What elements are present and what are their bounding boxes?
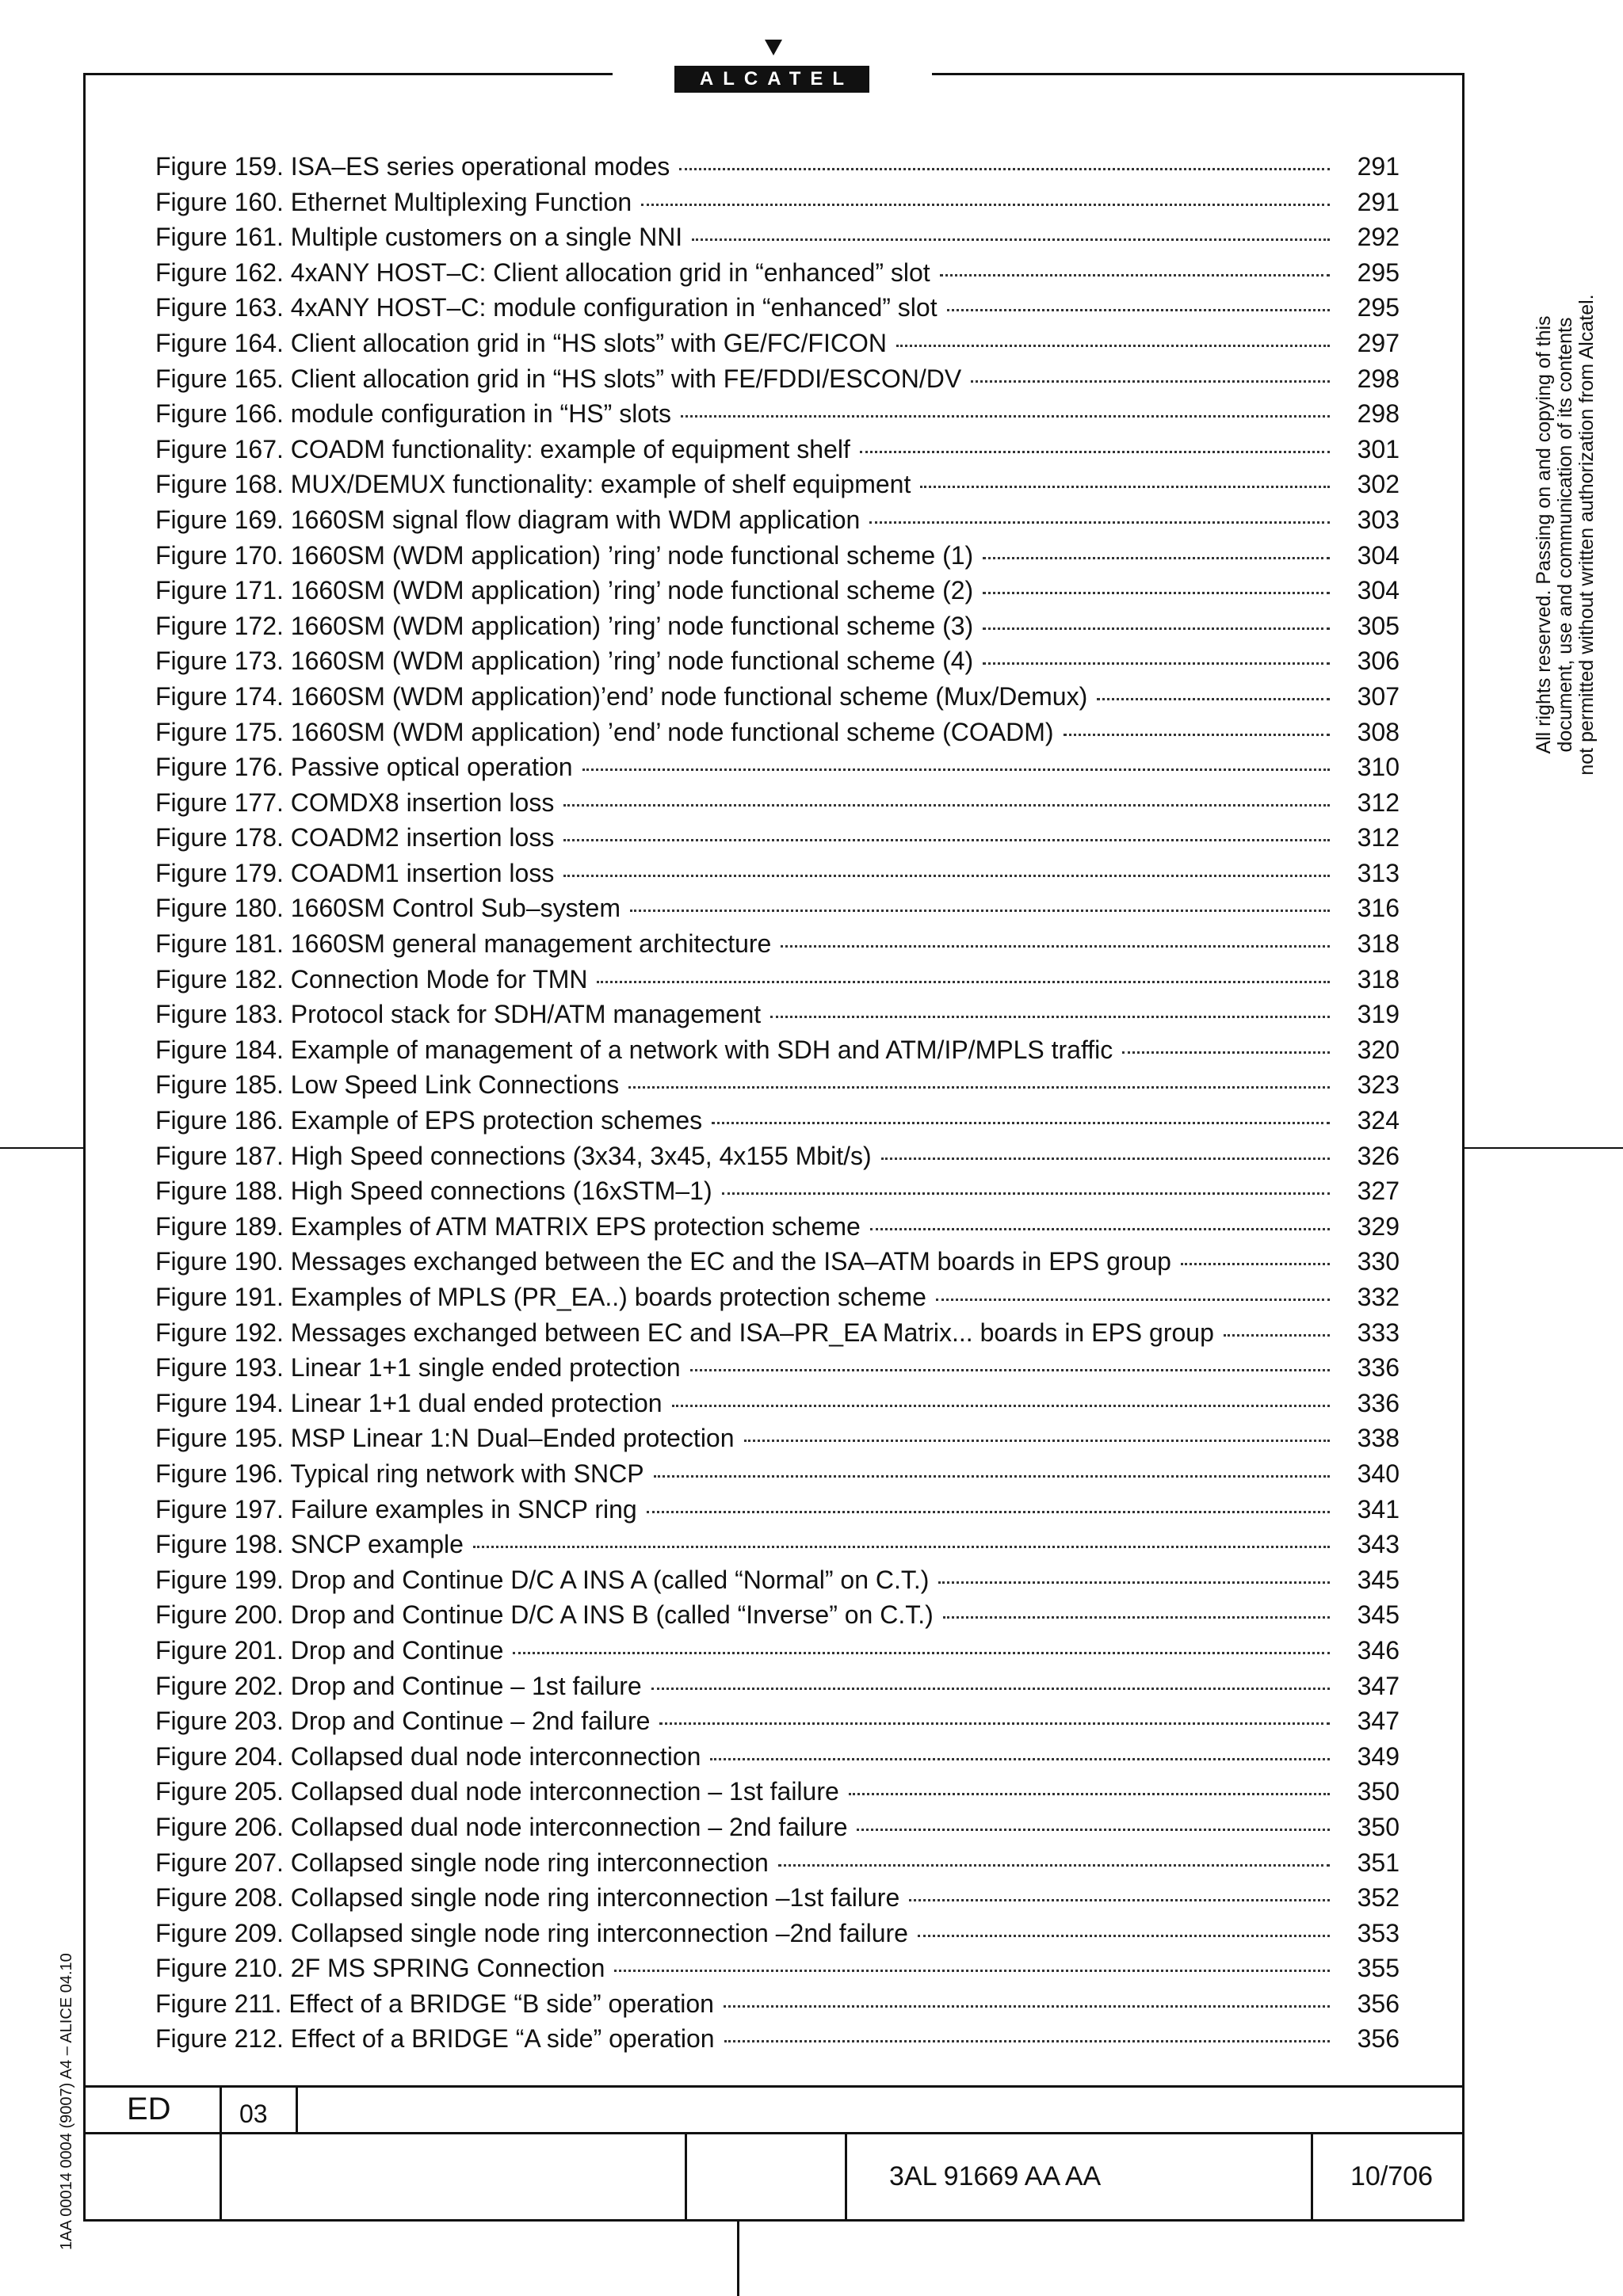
- copyright-notice: [1533, 273, 1598, 796]
- figure-title: Figure 163. 4xANY HOST–C: module configuration in “enhanced” slot: [155, 293, 938, 322]
- figure-title: Figure 168. MUX/DEMUX functionality: example of shelf equipment: [155, 470, 911, 499]
- leader-dots: [849, 1793, 1330, 1795]
- figure-title: Figure 161. Multiple customers on a single NNI: [155, 223, 683, 252]
- figure-page-number: 312: [1357, 823, 1400, 852]
- figure-title: Figure 174. 1660SM (WDM application)’end’ node functional scheme (Mux/Demux): [155, 681, 1088, 711]
- figure-title: Figure 179. COADM1 insertion loss: [155, 858, 555, 887]
- figure-title: Figure 162. 4xANY HOST–C: Client allocation grid in “enhanced” slot: [155, 257, 930, 287]
- figure-list-item: [155, 1280, 1400, 1315]
- figure-list-item: [155, 820, 1400, 856]
- leader-dots: [869, 521, 1330, 524]
- figure-title: Figure 203. Drop and Continue – 2nd failure: [155, 1707, 651, 1736]
- figure-page-number: 341: [1357, 1494, 1400, 1524]
- figure-list-item: [155, 715, 1400, 750]
- leader-dots: [722, 1192, 1330, 1195]
- figure-page-number: 306: [1357, 646, 1400, 676]
- frame-top-left: [83, 73, 613, 75]
- leader-dots: [654, 1475, 1330, 1478]
- document-number: 3AL 91669 AA AA: [889, 2161, 1102, 2191]
- figure-list-item: [155, 1527, 1400, 1562]
- leader-dots: [781, 945, 1330, 948]
- figure-page-number: 312: [1357, 788, 1400, 817]
- leader-dots: [651, 1688, 1330, 1690]
- leader-dots: [710, 1758, 1330, 1760]
- figure-page-number: 302: [1357, 470, 1400, 499]
- figure-list-item: [155, 785, 1400, 821]
- leader-dots: [909, 1899, 1330, 1901]
- figure-title: Figure 208. Collapsed single node ring interconnection –1st failure: [155, 1883, 900, 1913]
- figure-list-item: [155, 926, 1400, 962]
- figure-list-item: [155, 1739, 1400, 1775]
- frame-left: [83, 73, 86, 2222]
- leader-dots: [628, 1086, 1330, 1089]
- figure-title: Figure 170. 1660SM (WDM application) ’ring’ node functional scheme (1): [155, 540, 974, 570]
- figure-page-number: 350: [1357, 1812, 1400, 1841]
- leader-dots: [681, 415, 1330, 418]
- figure-page-number: 319: [1357, 1000, 1400, 1029]
- figure-list-item: [155, 1032, 1400, 1068]
- figure-title: Figure 209. Collapsed single node ring interconnection –2nd failure: [155, 1918, 908, 1947]
- figure-title: Figure 205. Collapsed dual node interconnection – 1st failure: [155, 1777, 839, 1806]
- figure-list-item: [155, 361, 1400, 397]
- figure-title: Figure 159. ISA–ES series operational modes: [155, 152, 670, 181]
- figure-title: Figure 183. Protocol stack for SDH/ATM management: [155, 1000, 762, 1029]
- figure-list-item: [155, 502, 1400, 538]
- figure-title: Figure 184. Example of management of a network with SDH and ATM/IP/MPLS traffic: [155, 1035, 1113, 1064]
- frame-top-right: [932, 73, 1465, 75]
- logo-triangle-icon: [765, 40, 782, 55]
- leader-dots: [983, 662, 1330, 665]
- figure-title: Figure 169. 1660SM signal flow diagram with WDM application: [155, 505, 861, 534]
- figure-page-number: 307: [1357, 681, 1400, 711]
- figure-page-number: 320: [1357, 1035, 1400, 1064]
- figure-list-item: [155, 1421, 1400, 1456]
- figure-title: Figure 193. Linear 1+1 single ended protection: [155, 1353, 681, 1383]
- leader-dots: [938, 1581, 1330, 1584]
- figure-list-item: [155, 997, 1400, 1032]
- figure-page-number: 347: [1357, 1707, 1400, 1736]
- leader-dots: [943, 1616, 1330, 1619]
- figure-page-number: 298: [1357, 399, 1400, 429]
- footer-mid-line: [83, 2132, 1465, 2134]
- leader-dots: [918, 1935, 1330, 1937]
- figure-page-number: 340: [1357, 1459, 1400, 1488]
- leader-dots: [690, 1369, 1330, 1371]
- leader-dots: [647, 1511, 1330, 1513]
- footer-divider-5: [1311, 2132, 1313, 2220]
- figure-page-number: 355: [1357, 1954, 1400, 1983]
- figure-list-item: [155, 891, 1400, 926]
- leader-dots: [563, 875, 1330, 877]
- leader-dots: [881, 1158, 1330, 1160]
- leader-dots: [936, 1299, 1330, 1301]
- leader-dots: [724, 2040, 1330, 2042]
- figure-title: Figure 175. 1660SM (WDM application) ’end’ node functional scheme (COADM): [155, 717, 1054, 746]
- figure-title: Figure 194. Linear 1+1 dual ended protection: [155, 1388, 663, 1417]
- leader-dots: [870, 1228, 1330, 1230]
- figure-page-number: 301: [1357, 434, 1400, 463]
- figure-list-item: [155, 1386, 1400, 1421]
- leader-dots: [563, 839, 1330, 841]
- figure-list-item: [155, 1562, 1400, 1598]
- figure-list-item: [155, 679, 1400, 715]
- figure-list-item: [155, 1103, 1400, 1138]
- figure-page-number: 330: [1357, 1247, 1400, 1276]
- figure-page-number: 347: [1357, 1671, 1400, 1700]
- figure-title: Figure 210. 2F MS SPRING Connection: [155, 1954, 605, 1983]
- frame-bottom: [83, 2219, 1465, 2222]
- leader-dots: [857, 1829, 1330, 1831]
- figure-title: Figure 176. Passive optical operation: [155, 753, 573, 782]
- figure-page-number: 327: [1357, 1177, 1400, 1206]
- leader-dots: [712, 1122, 1330, 1124]
- leader-dots: [1097, 698, 1330, 700]
- figure-list-item: [155, 608, 1400, 644]
- figure-page-number: 353: [1357, 1918, 1400, 1947]
- figure-page-number: 323: [1357, 1070, 1400, 1100]
- footer-divider-2: [296, 2085, 298, 2133]
- figure-list-item: [155, 1597, 1400, 1633]
- figure-title: Figure 160. Ethernet Multiplexing Function: [155, 187, 632, 216]
- edition-label: ED: [127, 2092, 171, 2126]
- figure-list-item: [155, 1951, 1400, 1986]
- figure-title: Figure 196. Typical ring network with SNCP: [155, 1459, 644, 1488]
- figure-title: Figure 173. 1660SM (WDM application) ’ring’ node functional scheme (4): [155, 646, 974, 676]
- figure-page-number: 304: [1357, 576, 1400, 605]
- leader-dots: [947, 309, 1330, 311]
- figure-title: Figure 165. Client allocation grid in “HS slots” with FE/FDDI/ESCON/DV: [155, 364, 962, 393]
- figure-page-number: 295: [1357, 293, 1400, 322]
- figure-list-item: [155, 856, 1400, 891]
- figure-page-number: 346: [1357, 1635, 1400, 1665]
- figure-list-item: [155, 1209, 1400, 1245]
- figure-page-number: 343: [1357, 1530, 1400, 1559]
- figure-list-item: [155, 2021, 1400, 2057]
- leader-dots: [513, 1652, 1330, 1654]
- figure-page-number: 324: [1357, 1106, 1400, 1135]
- notice-line-3: not permitted without written authorization from Alcatel.: [1575, 294, 1598, 776]
- footer-divider-3: [685, 2132, 687, 2220]
- figure-page-number: 292: [1357, 223, 1400, 252]
- leader-dots: [744, 1440, 1330, 1442]
- figure-list-item: [155, 219, 1400, 255]
- page-number: 10/706: [1350, 2161, 1433, 2191]
- figure-page-number: 351: [1357, 1848, 1400, 1877]
- notice-line-1: All rights reserved. Passing on and copying of this: [1533, 315, 1555, 754]
- figure-list-item: [155, 1774, 1400, 1810]
- figure-title: Figure 164. Client allocation grid in “HS slots” with GE/FC/FICON: [155, 328, 887, 357]
- leader-dots: [1122, 1051, 1330, 1054]
- figure-list-item: [155, 255, 1400, 291]
- figure-title: Figure 167. COADM functionality: example of equipment shelf: [155, 434, 850, 463]
- figure-list-item: [155, 1456, 1400, 1492]
- figure-page-number: 338: [1357, 1424, 1400, 1453]
- figure-page-number: 316: [1357, 894, 1400, 923]
- leader-dots: [920, 486, 1330, 488]
- leader-dots: [630, 910, 1330, 912]
- leader-dots: [1064, 734, 1330, 736]
- figure-title: Figure 186. Example of EPS protection schemes: [155, 1106, 703, 1135]
- figure-page-number: 291: [1357, 187, 1400, 216]
- figure-page-number: 352: [1357, 1883, 1400, 1913]
- left-side-mark: [0, 1147, 83, 1149]
- bottom-center-mark: [737, 2222, 739, 2296]
- figure-list-item: [155, 643, 1400, 679]
- figure-page-number: 329: [1357, 1211, 1400, 1241]
- footer-divider-1: [220, 2085, 222, 2220]
- figure-list-item: [155, 1703, 1400, 1739]
- footer-top-line: [83, 2085, 1465, 2088]
- figure-page-number: 298: [1357, 364, 1400, 393]
- figure-list-item: [155, 1492, 1400, 1527]
- figure-page-number: 303: [1357, 505, 1400, 534]
- figure-page-number: 349: [1357, 1741, 1400, 1771]
- figure-list-item: [155, 1173, 1400, 1209]
- figure-title: Figure 171. 1660SM (WDM application) ’ring’ node functional scheme (2): [155, 576, 974, 605]
- figure-title: Figure 180. 1660SM Control Sub–system: [155, 894, 621, 923]
- edition-value: 03: [239, 2100, 268, 2128]
- figure-page-number: 310: [1357, 753, 1400, 782]
- figure-list-item: [155, 1633, 1400, 1669]
- leader-dots: [641, 204, 1330, 206]
- figure-page-number: 332: [1357, 1283, 1400, 1311]
- figure-list-item: [155, 1315, 1400, 1351]
- figure-title: Figure 197. Failure examples in SNCP ring: [155, 1494, 637, 1524]
- figure-list-item: [155, 396, 1400, 432]
- figure-title: Figure 182. Connection Mode for TMN: [155, 964, 588, 994]
- figure-title: Figure 201. Drop and Continue: [155, 1635, 504, 1665]
- figure-page-number: 350: [1357, 1777, 1400, 1806]
- figure-page-number: 318: [1357, 964, 1400, 994]
- document-code: 1AA 00014 0004 (9007) A4 – ALICE 04.10: [58, 1953, 75, 2250]
- figure-title: Figure 177. COMDX8 insertion loss: [155, 788, 555, 817]
- leader-dots: [896, 345, 1330, 347]
- figure-title: Figure 200. Drop and Continue D/C A INS B (called “Inverse” on C.T.): [155, 1600, 934, 1630]
- figure-page-number: 305: [1357, 611, 1400, 640]
- figure-title: Figure 198. SNCP example: [155, 1530, 464, 1559]
- figure-title: Figure 202. Drop and Continue – 1st failure: [155, 1671, 642, 1700]
- leader-dots: [692, 238, 1330, 241]
- figure-page-number: 345: [1357, 1600, 1400, 1630]
- figure-list-item: [155, 1845, 1400, 1881]
- figure-page-number: 304: [1357, 540, 1400, 570]
- figure-list-item: [155, 149, 1400, 185]
- figure-title: Figure 206. Collapsed dual node interconnection – 2nd failure: [155, 1812, 848, 1841]
- figure-page-number: 313: [1357, 858, 1400, 887]
- figure-list-item: [155, 1916, 1400, 1951]
- leader-dots: [983, 557, 1330, 559]
- footer-divider-4: [845, 2132, 847, 2220]
- figure-title: Figure 178. COADM2 insertion loss: [155, 823, 555, 852]
- leader-dots: [860, 451, 1330, 453]
- figure-page-number: 291: [1357, 152, 1400, 181]
- figure-page-number: 356: [1357, 1989, 1400, 2018]
- leader-dots: [679, 168, 1330, 170]
- figure-title: Figure 195. MSP Linear 1:N Dual–Ended protection: [155, 1424, 735, 1453]
- alcatel-logo: ALCATEL: [674, 66, 869, 93]
- figure-page-number: 333: [1357, 1318, 1400, 1347]
- figure-title: Figure 212. Effect of a BRIDGE “A side” operation: [155, 2024, 715, 2054]
- figure-list-item: [155, 326, 1400, 361]
- figure-title: Figure 191. Examples of MPLS (PR_EA..) boards protection scheme: [155, 1283, 926, 1311]
- figure-list-item: [155, 1880, 1400, 1916]
- figure-title: Figure 185. Low Speed Link Connections: [155, 1070, 620, 1100]
- leader-dots: [1224, 1334, 1330, 1337]
- figure-list-item: [155, 1138, 1400, 1174]
- figure-list-item: [155, 1669, 1400, 1704]
- leader-dots: [563, 804, 1330, 807]
- figure-list-item: [155, 1067, 1400, 1103]
- figure-page-number: 356: [1357, 2024, 1400, 2054]
- figure-list: [155, 149, 1400, 2057]
- figure-page-number: 326: [1357, 1141, 1400, 1170]
- figure-title: Figure 192. Messages exchanged between EC and ISA–PR_EA Matrix... boards in EPS group: [155, 1318, 1214, 1347]
- figure-title: Figure 189. Examples of ATM MATRIX EPS protection scheme: [155, 1211, 861, 1241]
- figure-page-number: 336: [1357, 1388, 1400, 1417]
- figure-page-number: 318: [1357, 929, 1400, 959]
- figure-list-item: [155, 467, 1400, 502]
- figure-list-item: [155, 432, 1400, 467]
- figure-list-item: [155, 290, 1400, 326]
- right-side-mark: [1465, 1147, 1623, 1149]
- figure-page-number: 295: [1357, 257, 1400, 287]
- figure-list-item: [155, 749, 1400, 785]
- leader-dots: [1181, 1263, 1330, 1265]
- figure-list-item: [155, 573, 1400, 608]
- figure-title: Figure 172. 1660SM (WDM application) ’ring’ node functional scheme (3): [155, 611, 974, 640]
- figure-title: Figure 199. Drop and Continue D/C A INS A (called “Normal” on C.T.): [155, 1565, 930, 1594]
- figure-list-item: [155, 538, 1400, 574]
- figure-title: Figure 204. Collapsed dual node interconnection: [155, 1741, 701, 1771]
- leader-dots: [983, 627, 1330, 630]
- leader-dots: [614, 1970, 1330, 1972]
- figure-list-item: [155, 1350, 1400, 1386]
- notice-line-2: document, use and communication of its contents: [1554, 317, 1576, 753]
- leader-dots: [983, 592, 1330, 594]
- leader-dots: [597, 981, 1330, 983]
- figure-page-number: 308: [1357, 717, 1400, 746]
- figure-list-item: [155, 962, 1400, 997]
- figure-title: Figure 211. Effect of a BRIDGE “B side” operation: [155, 1989, 714, 2018]
- figure-title: Figure 190. Messages exchanged between the EC and the ISA–ATM boards in EPS group: [155, 1247, 1171, 1276]
- figure-list-item: [155, 1810, 1400, 1845]
- figure-page-number: 336: [1357, 1353, 1400, 1383]
- leader-dots: [672, 1405, 1330, 1407]
- figure-title: Figure 188. High Speed connections (16xSTM–1): [155, 1177, 712, 1206]
- leader-dots: [940, 274, 1330, 277]
- leader-dots: [778, 1864, 1330, 1867]
- leader-dots: [582, 769, 1330, 771]
- figure-title: Figure 181. 1660SM general management architecture: [155, 929, 772, 959]
- figure-list-item: [155, 1986, 1400, 2022]
- leader-dots: [724, 2005, 1330, 2008]
- figure-title: Figure 187. High Speed connections (3x34, 3x45, 4x155 Mbit/s): [155, 1141, 872, 1170]
- leader-dots: [659, 1722, 1330, 1725]
- figure-page-number: 345: [1357, 1565, 1400, 1594]
- leader-dots: [770, 1016, 1330, 1018]
- leader-dots: [473, 1546, 1330, 1548]
- figure-title: Figure 207. Collapsed single node ring interconnection: [155, 1848, 769, 1877]
- leader-dots: [971, 380, 1330, 383]
- figure-page-number: 297: [1357, 328, 1400, 357]
- figure-title: Figure 166. module configuration in “HS” slots: [155, 399, 671, 429]
- figure-list-item: [155, 185, 1400, 220]
- figure-list-item: [155, 1244, 1400, 1280]
